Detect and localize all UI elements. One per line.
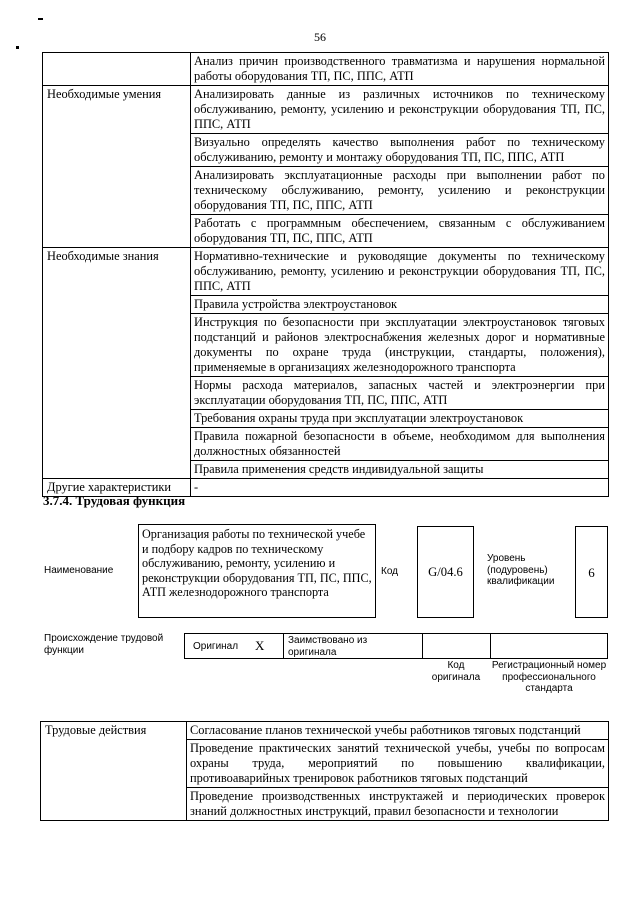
page-number: 56 xyxy=(314,30,326,44)
origin-label: Происхождение трудовой функции xyxy=(44,633,164,656)
name-value: Организация работы по технической учебе и подбору кадров по техническому обслуживанию, ремонту, усилению и реконструкции оборудования ТП, ПС, ППС, АТП железнодорожного транспорта xyxy=(142,527,372,599)
labor-actions-table xyxy=(40,721,609,821)
table-row xyxy=(43,248,609,296)
table-row xyxy=(41,722,609,740)
original-label: Оригинал xyxy=(193,641,239,652)
registration-caption: Регистрационный номер профессионального стандарта xyxy=(491,660,607,694)
table-cell: Нормативно-технические и руководящие документы по техническому обслуживанию, ремонту, усилению и реконструкции оборудования ТП, ПС, ППС, АТП xyxy=(191,248,609,296)
origin-row xyxy=(184,633,608,659)
row-label-actions: Трудовые действия xyxy=(41,722,187,821)
skills-knowledge-table xyxy=(42,52,609,497)
row-label xyxy=(43,53,191,86)
level-value-box xyxy=(575,526,608,618)
table-cell: Требования охраны труда при эксплуатации электроустановок xyxy=(191,410,609,428)
level-label: Уровень (подуровень) квалификации xyxy=(487,553,555,587)
table-cell: Работать с программным обеспечением, связанным с обслуживанием оборудования ТП, ПС, ППС, АТП xyxy=(191,215,609,248)
scan-mark xyxy=(16,46,19,49)
table-cell: Инструкция по безопасности при эксплуатации электроустановок тяговых подстанций и районов электроснабжения железных дорог и нормативные документы по охране труда (инструкции, стандарты, положения), применяемые в организациях железнодорожного транспорта xyxy=(191,314,609,377)
code-label: Код xyxy=(381,566,399,577)
table-cell: Правила применения средств индивидуальной защиты xyxy=(191,461,609,479)
table-cell: - xyxy=(191,479,609,497)
table-cell: Анализ причин производственного травматизма и нарушения нормальной работы оборудования ТП, ПС, ППС, АТП xyxy=(191,53,609,86)
code-value-box xyxy=(417,526,474,618)
name-label: Наименование xyxy=(44,565,114,576)
table-cell: Визуально определять качество выполнения работ по техническому обслуживанию, ремонту и монтажу оборудования ТП, ПС, ППС, АТП xyxy=(191,134,609,167)
table-cell: Согласование планов технической учебы работников тяговых подстанций xyxy=(187,722,609,740)
divider xyxy=(490,634,491,658)
table-cell: Правила устройства электроустановок xyxy=(191,296,609,314)
table-cell: Нормы расхода материалов, запасных частей и электроэнергии при эксплуатации оборудования ТП, ПС, ППС, АТП xyxy=(191,377,609,410)
table-cell: Правила пожарной безопасности в объеме, необходимом для выполнения должностных обязанностей xyxy=(191,428,609,461)
code-value: G/04.6 xyxy=(428,564,463,579)
name-value-box xyxy=(138,524,376,618)
row-label-knowledge: Необходимые знания xyxy=(43,248,191,479)
table-row xyxy=(43,86,609,134)
divider xyxy=(283,634,284,658)
table-cell: Анализировать эксплуатационные расходы при выполнении работ по техническому обслуживанию, ремонту, усилению и реконструкции оборудования ТП, ПС, ППС, АТП xyxy=(191,167,609,215)
table-cell: Анализировать данные из различных источников по техническому обслуживанию, ремонту, усилению и реконструкции оборудования ТП, ПС, ППС, АТП xyxy=(191,86,609,134)
scan-mark xyxy=(38,18,43,20)
table-row xyxy=(43,53,609,86)
section-title: 3.7.4. Трудовая функция xyxy=(43,493,186,508)
code-caption: Код оригинала xyxy=(431,660,481,683)
borrowed-label: Заимствовано из оригинала xyxy=(288,635,368,658)
level-value: 6 xyxy=(588,564,595,580)
divider xyxy=(422,634,423,658)
original-mark: X xyxy=(255,638,265,653)
row-label-skills: Необходимые умения xyxy=(43,86,191,248)
table-cell: Проведение производственных инструктажей и периодических проверок знаний должностных инструкций, правил безопасности и технологии xyxy=(187,788,609,821)
table-cell: Проведение практических занятий технической учебы, учебы по вопросам охраны труда, мероприятий по повышению квалификации, противоаварийных тренировок работников тяговых подстанций xyxy=(187,740,609,788)
row-label-other: Другие характеристики xyxy=(43,479,191,497)
